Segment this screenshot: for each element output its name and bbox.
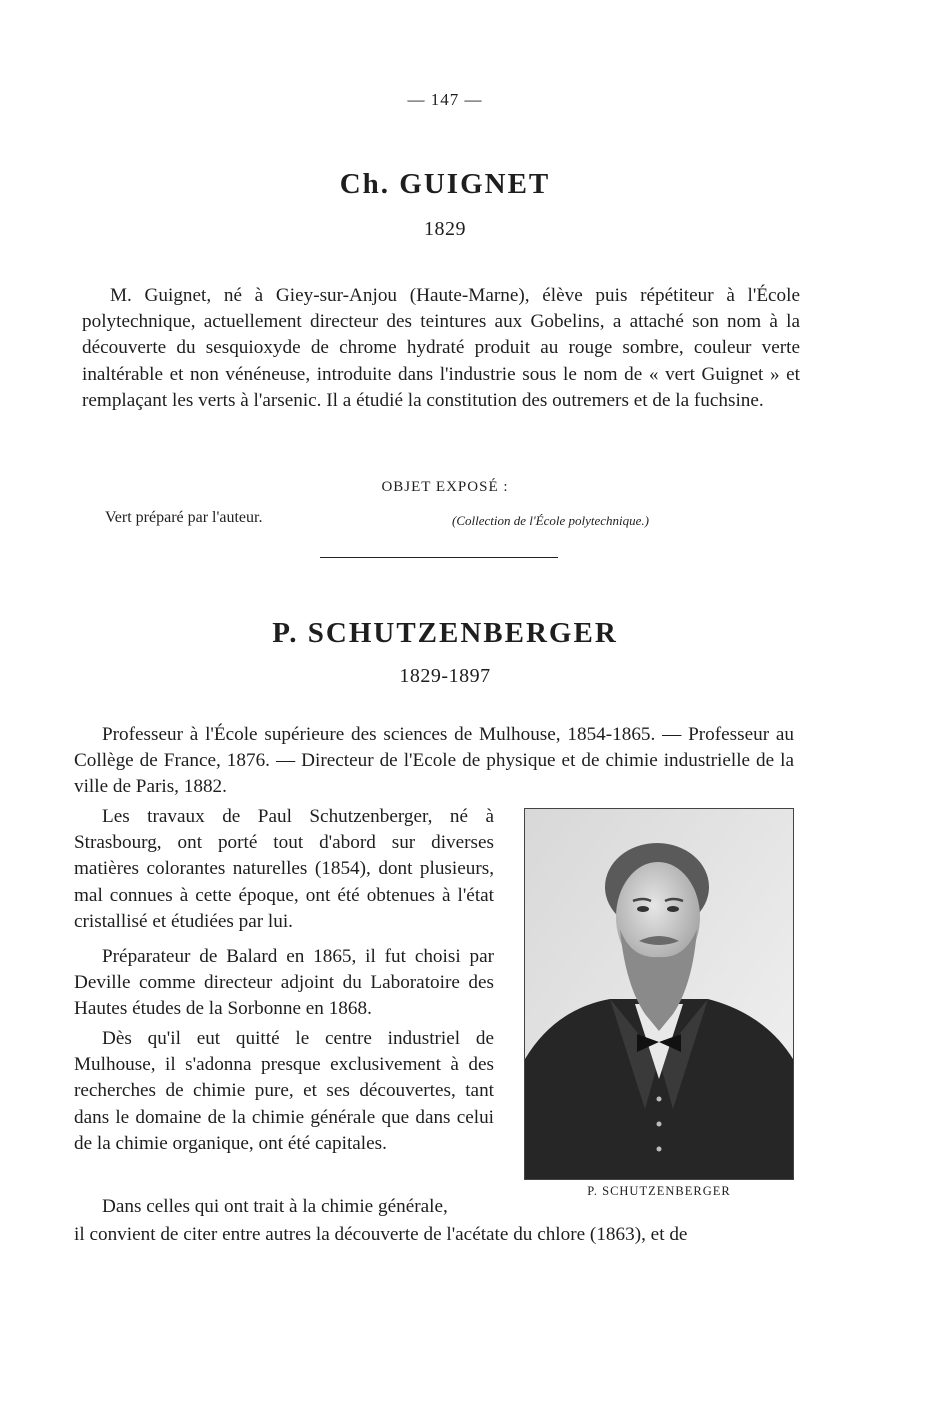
- schutzenberger-para-4-end: il convient de citer entre autres la découverte de l'acétate du chlore (1863), et de: [74, 1224, 688, 1245]
- portrait-illustration: [525, 809, 793, 1179]
- guignet-paragraph: M. Guignet, né à Giey-sur-Anjou (Haute-Marne), élève puis répétiteur à l'École polytechnique, actuellement directeur des teintures aux Gobelins, a attaché son nom à la découverte du sesquioxyde de chrome hydraté produit au rouge sombre, couleur verte inaltérable et non vénéneuse, introduite dans l'industrie sous le nom de « vert Guignet » et remplaçant les verts à l'arsenic. Il a étudié la constitution des outremers et de la fuchsine.: [82, 285, 800, 411]
- schutzenberger-intro: Professeur à l'École supérieure des sciences de Mulhouse, 1854-1865. — Professeur au Collège de France, 1876. — Directeur de l'Ecole de physique et de chimie industrielle de la ville de Paris, 1882.: [74, 724, 794, 798]
- page-number: — 147 —: [407, 90, 483, 109]
- objet-expose-label: OBJET EXPOSÉ :: [381, 479, 509, 495]
- schutzenberger-para-1: Les travaux de Paul Schutzenberger, né à Strasbourg, ont porté tout d'abord sur diverses matières colorantes naturelles (1854), dont plusieurs, mal connues à cette époque, ont été obtenues à l'état cristallisé et étudiées par lui.: [74, 806, 494, 932]
- portrait-caption: P. SCHUTZENBERGER: [587, 1184, 731, 1198]
- schutzenberger-para-3: Dès qu'il eut quitté le centre industriel de Mulhouse, il s'adonna presque exclusivement à des recherches de chimie pure, et ses découvertes, tant dans le domaine de la chimie générale que dans celui de la chimie organique, ont été capitales.: [74, 1028, 494, 1154]
- schutzenberger-para-4-start: Dans celles qui ont trait à la chimie générale,: [102, 1196, 448, 1217]
- portrait-photo: [524, 808, 794, 1180]
- guignet-heading: Ch. GUIGNET: [339, 168, 551, 200]
- schutzenberger-dates: 1829-1897: [399, 665, 491, 687]
- schutzenberger-para-2: Préparateur de Balard en 1865, il fut choisi par Deville comme directeur adjoint du Laboratoire des Hautes études de la Sorbonne en 1868.: [74, 946, 494, 1020]
- section-divider: [320, 557, 558, 558]
- schutzenberger-heading: P. SCHUTZENBERGER: [272, 617, 618, 649]
- guignet-dates: 1829: [424, 218, 466, 240]
- objet-collection: (Collection de l'École polytechnique.): [452, 513, 649, 528]
- objet-item: Vert préparé par l'auteur.: [105, 509, 263, 526]
